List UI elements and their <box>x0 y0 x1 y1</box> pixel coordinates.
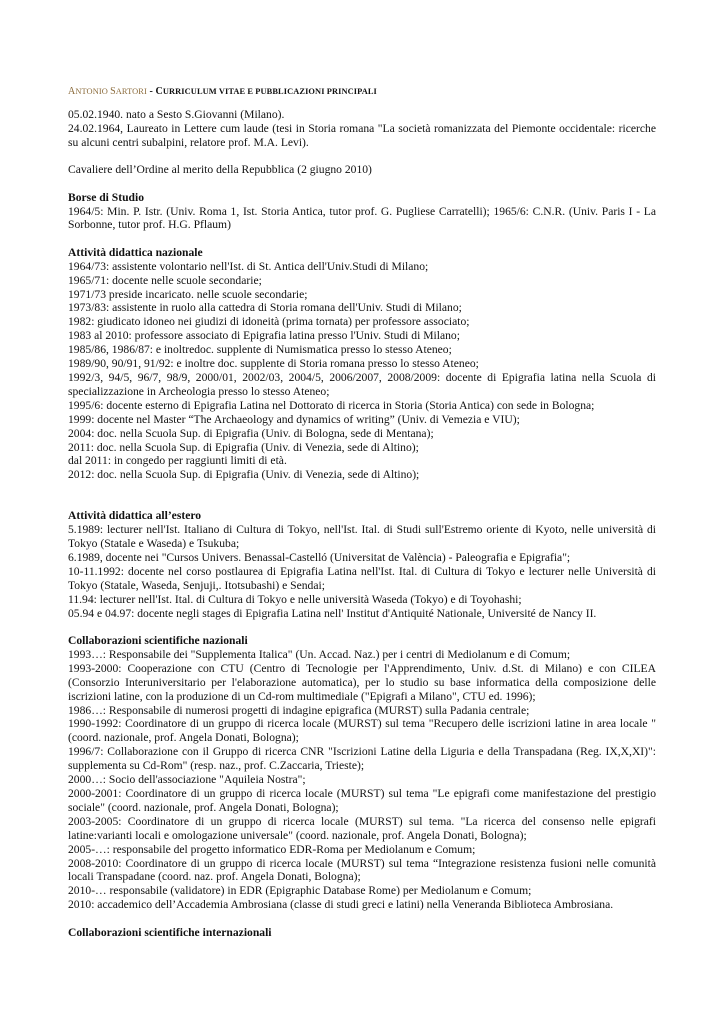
list-item: 1989/90, 90/91, 91/92: e inoltre doc. supplente di Storia romana presso lo stesso Ateneo; <box>68 357 479 371</box>
honor-line: Cavaliere dell’Ordine al merito della Repubblica (2 giugno 2010) <box>68 163 372 177</box>
list-item: 2004: doc. nella Scuola Sup. di Epigrafia (Univ. di Bologna, sede di Mentana); <box>68 426 434 440</box>
section-heading-borse: Borse di Studio <box>68 190 145 204</box>
list-item: 1990-1992: Coordinatore di un gruppo di ricerca locale (MURST) sul tema "Recupero delle iscrizioni latine in area locale " (coord. nazionale, prof. Angela Donati, Bologna); <box>68 717 656 745</box>
list-item: 1996/7: Collaborazione con il Gruppo di ricerca CNR "Iscrizioni Latine della Liguria e della Transpadana (Reg. IX,X,XI)": supplementa su Cd-Rom" (resp. naz., prof. C.Zaccaria, Trieste); <box>68 745 656 773</box>
list-item: 2010: accademico dell’Accademia Ambrosiana (classe di studi greci e latini) nella Veneranda Biblioteca Ambrosiana. <box>68 898 614 912</box>
section-heading-collab-nazionali: Collaborazioni scientifiche nazionali <box>68 634 248 647</box>
list-item: 2003-2005: Coordinatore di un gruppo di ricerca locale (MURST) sul tema. "La ricerca del consenso nelle epigrafi latine:varianti locali e omologazione universale" (coord. nazionale, prof. Angela Donati, Bologna); <box>68 814 656 842</box>
author-name <box>68 86 147 97</box>
title-separator: - <box>146 86 156 97</box>
list-item: 05.94 e 04.97: docente negli stages di Epigrafia Latina nell' Institut d'Antiquité Nationale, Université de Nancy II. <box>68 606 597 620</box>
list-item: dal 2011: in congedo per raggiunti limiti di età. <box>68 454 287 468</box>
list-item: 1999: docente nel Master “The Archaeology and dynamics of writing” (Univ. di Vemezia e VIU); <box>68 412 520 426</box>
degree-line: 24.02.1964, Laureato in Lettere cum laude (tesi in Storia romana "La società romanizzata del Piemonte occidentale: ricerche su alcuni centri subalpini, relatore prof. M.A. Levi). <box>68 121 656 149</box>
author-surname-rest: ARTORI <box>115 87 147 96</box>
list-item: 11.94: lecturer nell'Ist. Ital. di Cultura di Tokyo e nelle università Waseda (Tokyo) e di Toyohashi; <box>68 592 522 606</box>
list-item: 2005-…: responsabile del progetto informatico EDR-Roma per Mediolanum e Comum; <box>68 842 476 856</box>
title-rest: URRICULUM VITAE E PUBBLICAZIONI PRINCIPALI <box>162 87 377 96</box>
author-initial: A <box>68 86 76 97</box>
section-heading-didattica-estero: Attività didattica all’estero <box>68 509 202 523</box>
list-item: 2000-2001: Coordinatore di un gruppo di ricerca locale (MURST) sul tema "Le epigrafi come manifestazione del prestigio sociale" (coord. nazionale, prof. Angela Donati, Bologna); <box>68 786 656 814</box>
list-item: 1995/6: docente esterno di Epigrafia Latina nel Dottorato di ricerca in Storia (Storia Antica) con sede in Bologna; <box>68 398 595 412</box>
document-body <box>68 108 656 940</box>
list-item: 1964/73: assistente volontario nell'Ist. di St. Antica dell'Univ.Studi di Milano; <box>68 259 429 273</box>
author-surname-initial: S <box>110 86 116 97</box>
list-item: 1964/5: Min. P. Istr. (Univ. Roma 1, Ist. Storia Antica, tutor prof. G. Pugliese Carratelli); 1965/6: C.N.R. (Univ. Paris I - La Sorbonne, tutor prof. H.G. Pflaum) <box>68 204 656 232</box>
list-item: 10-11.1992: docente nel corso postlaurea di Epigrafia Latina nell'Ist. Ital. di Cultura di Tokyo e lecturer nelle Università di Tokyo (Statale, Waseda, Senjuji,. Itotsubashi) e Sendai; <box>68 564 656 592</box>
list-item: 1993-2000: Cooperazione con CTU (Centro di Tecnologie per l'Apprendimento, Univ. d.St. di Milano) e con CILEA (Consorzio Interuniversitario per l'elaborazione automatica), per lo studio su base informatica della composizione delle iscrizioni latine, con la produzione di un Cd-rom multimediale ("Epigrafi a Milano", CTU ed. 1996); <box>68 661 656 703</box>
list-item: 2008-2010: Coordinatore di un gruppo di ricerca locale (MURST) sul tema “Integrazione resistenza fusioni nelle comunità locali Transpadane (coord. naz. prof. Angela Donati, Bologna); <box>68 856 656 884</box>
list-item: 6.1989, docente nei "Cursos Univers. Benassal-Castelló (Universitat de València) - Paleografia e Epigrafia"; <box>68 550 571 564</box>
list-item: 1965/71: docente nelle scuole secondarie; <box>68 273 262 287</box>
birth-line: 05.02.1940. nato a Sesto S.Giovanni (Milano). <box>68 108 285 121</box>
list-item: 1986…: Responsabile di numerosi progetti di indagine epigrafica (MURST) sulla Padania centrale; <box>68 703 530 717</box>
list-item: 1992/3, 94/5, 96/7, 98/9, 2000/01, 2002/03, 2004/5, 2006/2007, 2008/2009: docente di Epigrafia latina nella Scuola di specializzazione in Archeologia presso lo stesso Ateneo; <box>68 371 656 398</box>
list-item: 2000…: Socio dell'associazione "Aquileia Nostra"; <box>68 773 306 787</box>
list-item: 2012: doc. nella Scuola Sup. di Epigrafia (Univ. di Venezia, sede di Altino); <box>68 468 420 482</box>
document-title <box>68 86 377 98</box>
list-item: 1982: giudicato idoneo nei giudizi di idoneità (prima tornata) per professore associato; <box>68 315 470 329</box>
section-heading-collab-internazionali: Collaborazioni scientifiche internazionali <box>68 925 272 939</box>
list-item: 1983 al 2010: professore associato di Epigrafia latina presso l'Univ. Studi di Milano; <box>68 329 460 343</box>
author-first-rest: NTONIO <box>75 87 111 96</box>
list-item: 1973/83: assistente in ruolo alla cattedra di Storia romana dell'Univ. Studi di Milano; <box>68 301 462 315</box>
title-initial: C <box>155 86 163 97</box>
list-item: 1985/86, 1986/87: e inoltredoc. supplente di Numismatica presso lo stesso Ateneo; <box>68 343 452 357</box>
list-item: 1971/73 preside incaricato. nelle scuole secondarie; <box>68 287 308 301</box>
list-item: 2011: doc. nella Scuola Sup. di Epigrafia (Univ. di Venezia, sede di Altino); <box>68 440 419 454</box>
list-item: 2010-… responsabile (validatore) in EDR (Epigraphic Database Rome) per Mediolanum e Comum; <box>68 884 532 898</box>
list-item: 5.1989: lecturer nell'Ist. Italiano di Cultura di Tokyo, nell'Ist. Ital. di Studi sull'Estremo oriente di Kyoto, nelle università di Tokyo (Statale e Waseda) e Tsukuba; <box>68 523 656 551</box>
section-heading-didattica-nazionale: Attività didattica nazionale <box>68 245 203 259</box>
list-item: 1993…: Responsabile dei "Supplementa Italica" (Un. Accad. Naz.) per i centri di Mediolanum e di Comum; <box>68 647 571 661</box>
